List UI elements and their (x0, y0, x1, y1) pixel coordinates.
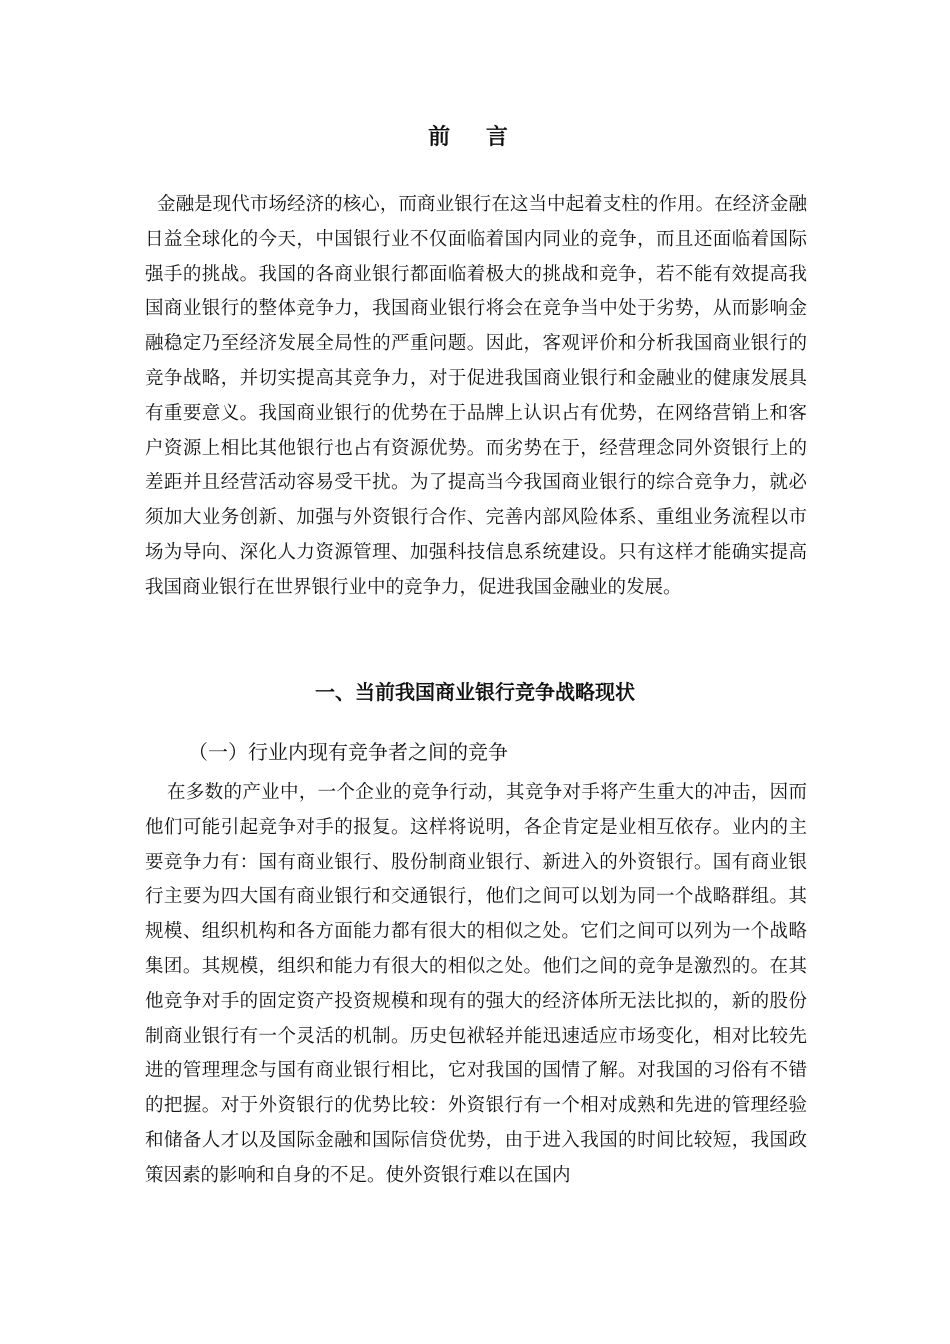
intro-paragraph: 金融是现代市场经济的核心，而商业银行在这当中起着支柱的作用。在经济金融日益全球化的今天，中国银行业不仅面临着国内同业的竞争，而且还面临着国际强手的挑战。我国的各商业银行都面临着极大的挑战和竞争，若不能有效提高我国商业银行的整体竞争力，我国商业银行将会在竞争当中处于劣势，从而影响金融稳定乃至经济发展全局性的严重问题。因此，客观评价和分析我国商业银行的竞争战略，并切实提高其竞争力，对于促进我国商业银行和金融业的健康发展具有重要意义。我国商业银行的优势在于品牌上认识占有优势，在网络营销上和客户资源上相比其他银行也占有资源优势。而劣势在于，经营理念同外资银行上的差距并且经营活动容易受干扰。为了提高当今我国商业银行的综合竞争力，就必须加大业务创新、加强与外资银行合作、完善内部风险体系、重组业务流程以市场为导向、深化人力资源管理、加强科技信息系统建设。只有这样才能确实提高我国商业银行在世界银行业中的竞争力，促进我国金融业的发展。 (145, 194, 807, 598)
body-paragraph: 在多数的产业中，一个企业的竞争行动，其竞争对手将产生重大的冲击，因而他们可能引起竞争对手的报复。这样将说明，各企肯定是业相互依存。业内的主要竞争力有：国有商业银行、股份制商业银行、新进入的外资银行。国有商业银行主要为四大国有商业银行和交通银行，他们之间可以划为同一个战略群组。其规模、组织机构和各方面能力都有很大的相似之处。它们之间可以列为一个战略集团。其规模，组织和能力有很大的相似之处。他们之间的竞争是激烈的。在其他竞争对手的固定资产投资规模和现有的强大的经济体所无法比拟的，新的股份制商业银行有一个灵活的机制。历史包袱轻并能迅速适应市场变化，相对比较先进的管理理念与国有商业银行相比，它对我国的国情了解。对我国的习俗有不错的把握。对于外资银行的优势比较：外资银行有一个相对成熟和先进的管理经验和储备人才以及国际金融和国际信贷优势，由于进入我国的时间比较短，我国政策因素的影响和自身的不足。使外资银行难以在国内 (145, 782, 807, 1186)
preface-title: 前 言 (428, 124, 522, 150)
section-heading: 一、当前我国商业银行竞争战略现状 (315, 680, 635, 704)
subsection-heading: （一）行业内现有竞争者之间的竞争 (188, 740, 508, 764)
